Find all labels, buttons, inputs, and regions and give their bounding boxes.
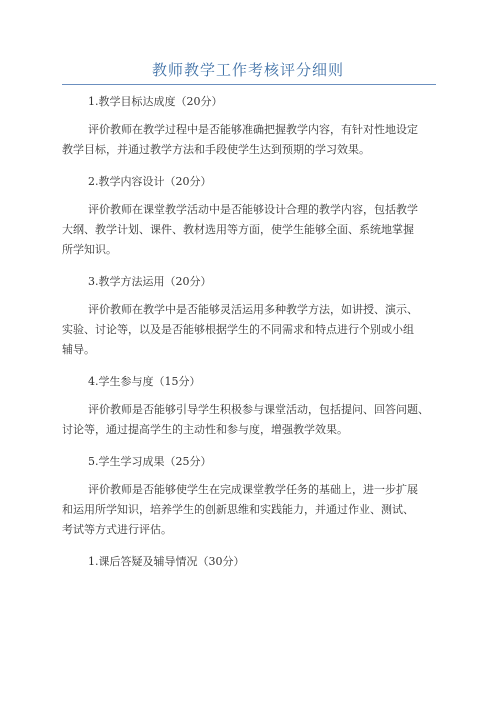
paragraph-line: 大纲、教学计划、课件、教材选用等方面，使学生能够全面、系统地掌握 — [62, 223, 414, 236]
paragraph-line: 和运用所学知识，培养学生的创新思维和实践能力，并通过作业、测试、 — [62, 503, 414, 516]
section — [62, 552, 442, 572]
paragraph-line: 考试等方式进行评估。 — [62, 523, 172, 536]
section-heading: 1.课后答疑及辅导情况（30分） — [88, 555, 245, 568]
section-heading: 5.学生学习成果（25分） — [88, 455, 212, 468]
section — [62, 172, 442, 260]
paragraph-line: 评价教师在教学过程中是否能够准确把握教学内容，有针对性地设定 — [88, 123, 418, 136]
section-heading: 1.教学目标达成度（20分） — [88, 95, 223, 108]
paragraph-line: 评价教师是否能够使学生在完成课堂教学任务的基础上，进一步扩展 — [88, 483, 418, 496]
section-paragraph — [62, 200, 442, 260]
paragraph-line: 评价教师是否能够引导学生积极参与课堂活动，包括提问、回答问题、 — [88, 403, 429, 416]
section — [62, 272, 442, 360]
paragraph-line: 讨论等，通过提高学生的主动性和参与度，增强教学效果。 — [62, 423, 348, 436]
paragraph-line: 实验、讨论等，以及是否能够根据学生的不同需求和特点进行个别或小组 — [62, 323, 414, 336]
section-heading: 3.教学方法运用（20分） — [88, 275, 212, 288]
section-paragraph — [62, 120, 442, 160]
document-title: 教师教学工作考核评分细则 — [151, 61, 344, 79]
document-body — [62, 92, 442, 572]
paragraph-line: 评价教师在教学中是否能够灵活运用多种教学方法，如讲授、演示、 — [88, 303, 418, 316]
title-divider — [62, 84, 436, 85]
section — [62, 452, 442, 540]
section-paragraph — [62, 400, 442, 440]
paragraph-line: 教学目标，并通过教学方法和手段使学生达到预期的学习效果。 — [62, 143, 370, 156]
section — [62, 92, 442, 160]
section-paragraph — [62, 480, 442, 540]
section-heading: 2.教学内容设计（20分） — [88, 175, 212, 188]
paragraph-line: 评价教师在课堂教学活动中是否能够设计合理的教学内容，包括教学 — [88, 203, 418, 216]
section-heading: 4.学生参与度（15分） — [88, 375, 201, 388]
paragraph-line: 辅导。 — [62, 343, 95, 356]
section — [62, 372, 442, 440]
paragraph-line: 所学知识。 — [62, 243, 117, 256]
section-paragraph — [62, 300, 442, 360]
